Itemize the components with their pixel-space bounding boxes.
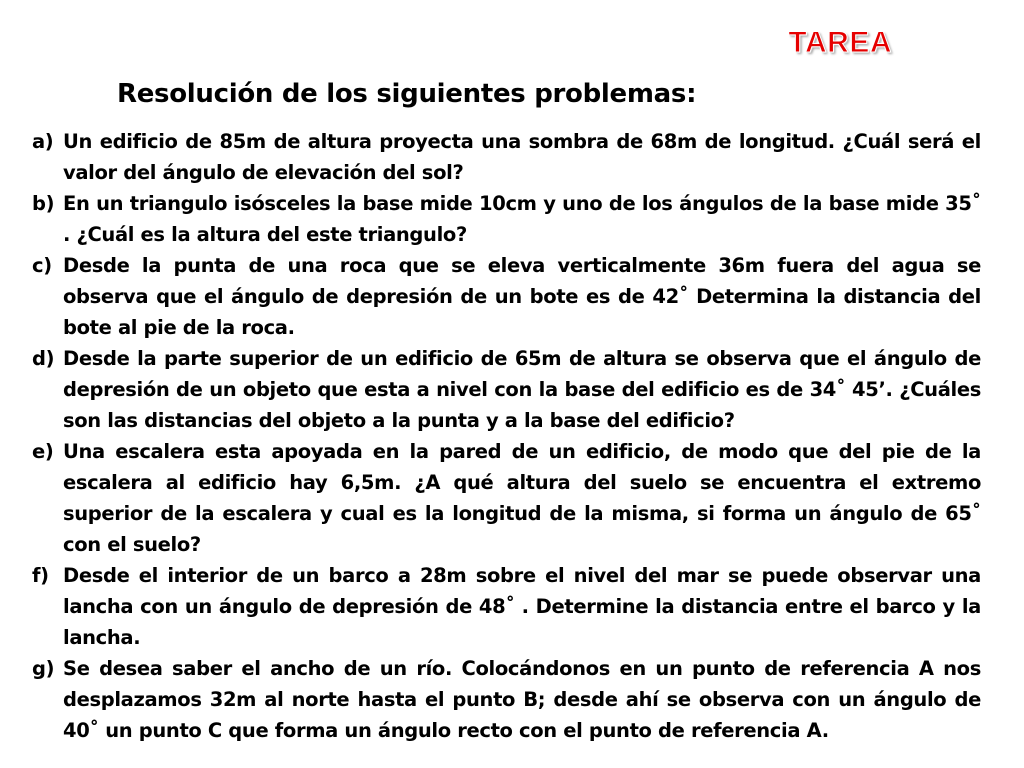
problem-marker: b) [32, 192, 55, 215]
slide-title [0, 26, 892, 60]
problem-marker: a) [32, 130, 54, 153]
problem-text: Se desea saber el ancho de un río. Colocándonos en un punto de referencia A nos desplazamos 32m al norte hasta el punto B; desde ahí se observa con un ángulo de 40˚ un punto C que forma un ángulo recto con el punto de referencia A. [63, 657, 981, 742]
problem-text: Desde la parte superior de un edificio de 65m de altura se observa que el ángulo de depresión de un objeto que esta a nivel con la base del edificio es de 34˚ 45’. ¿Cuáles son las distancias del objeto a la punta y a la base del edificio? [63, 347, 981, 432]
problem-marker: g) [32, 657, 55, 680]
problem-text: Desde la punta de una roca que se eleva verticalmente 36m fuera del agua se observa que el ángulo de depresión de un bote es de 42˚ Determina la distancia del bote al pie de la roca. [63, 254, 981, 339]
problem-list [32, 126, 981, 746]
problem-marker: c) [32, 254, 52, 277]
problem-text: Desde el interior de un barco a 28m sobre el nivel del mar se puede observar una lancha con un ángulo de depresión de 48˚ . Determine la distancia entre el barco y la lancha. [63, 564, 981, 649]
problem-item-f [32, 560, 981, 653]
problem-marker: e) [32, 440, 54, 463]
problem-item-a [32, 126, 981, 188]
problem-item-g [32, 653, 981, 746]
problem-marker: d) [32, 347, 55, 370]
problem-marker: f) [32, 564, 49, 587]
problem-item-b [32, 188, 981, 250]
slide-title-text: TAREA [788, 26, 892, 59]
problem-text: Una escalera esta apoyada en la pared de un edificio, de modo que del pie de la escalera al edificio hay 6,5m. ¿A qué altura del suelo se encuentra el extremo superior de la escalera y cual es la longitud de la misma, si forma un ángulo de 65˚ con el suelo? [63, 440, 981, 556]
problem-text: Un edificio de 85m de altura proyecta una sombra de 68m de longitud. ¿Cuál será el valor del ángulo de elevación del sol? [63, 130, 981, 184]
problem-item-d [32, 343, 981, 436]
problem-text: En un triangulo isósceles la base mide 10cm y uno de los ángulos de la base mide 35˚ . ¿Cuál es la altura del este triangulo? [63, 192, 981, 246]
slide-subtitle: Resolución de los siguientes problemas: [117, 79, 697, 109]
problem-item-e [32, 436, 981, 560]
problem-item-c [32, 250, 981, 343]
